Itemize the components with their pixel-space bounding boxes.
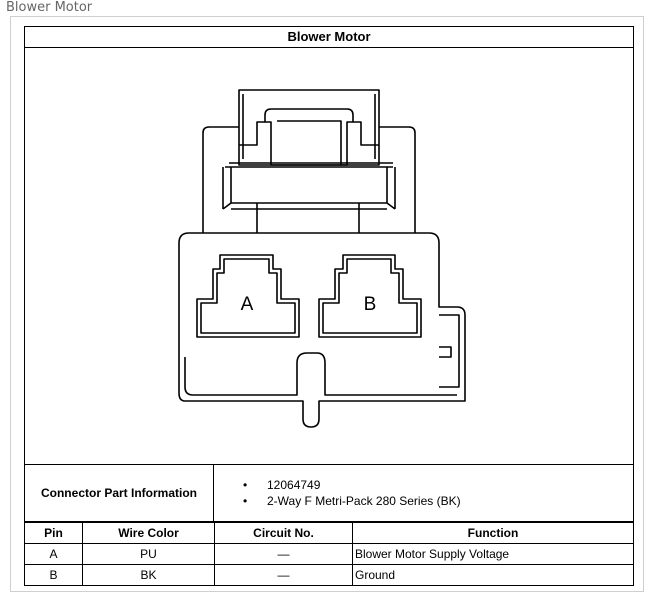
connector-info-item: • 2-Way F Metri-Pack 280 Series (BK)	[243, 493, 630, 509]
main-body-inner	[185, 353, 457, 395]
cell-function: Ground	[353, 565, 634, 586]
pin-table-header	[25, 523, 634, 544]
upper-housing	[203, 127, 415, 233]
connector-info-label: Connector Part Information	[25, 465, 214, 522]
cell-circuit: —	[215, 544, 353, 565]
table-row	[25, 565, 634, 586]
cell-wire-color: BK	[83, 565, 215, 586]
cell-pin: B	[25, 565, 83, 586]
header-circuit: Circuit No.	[215, 523, 353, 544]
right-tab-inner	[439, 347, 451, 357]
pin-label-a: A	[240, 294, 254, 315]
right-tab	[439, 315, 459, 387]
header-function: Function	[353, 523, 634, 544]
connector-info-details	[214, 465, 634, 522]
table-row	[25, 544, 634, 565]
band-left-diag	[223, 167, 231, 209]
band-right-diag	[387, 167, 395, 209]
latch-hook	[265, 109, 353, 165]
band-box	[231, 167, 387, 203]
connector-diagram	[24, 47, 634, 465]
main-body	[179, 233, 465, 427]
connector-info-row	[25, 465, 634, 522]
connector-info-list	[217, 477, 630, 509]
pin-label-b: B	[363, 294, 377, 315]
connector-info-item: • 12064749	[243, 477, 630, 493]
diagram-title: Blower Motor	[24, 26, 634, 48]
header-pin: Pin	[25, 523, 83, 544]
page-caption: Blower Motor	[6, 0, 93, 15]
cell-function: Blower Motor Supply Voltage	[353, 544, 634, 565]
cell-wire-color: PU	[83, 544, 215, 565]
connector-info-table	[24, 464, 634, 522]
header-wire-color: Wire Color	[83, 523, 215, 544]
cell-circuit: —	[215, 565, 353, 586]
pin-table	[24, 522, 634, 586]
connector-drawing	[25, 47, 635, 465]
latch-outline	[239, 90, 379, 165]
latch-hook-inner	[277, 121, 341, 165]
cell-pin: A	[25, 544, 83, 565]
